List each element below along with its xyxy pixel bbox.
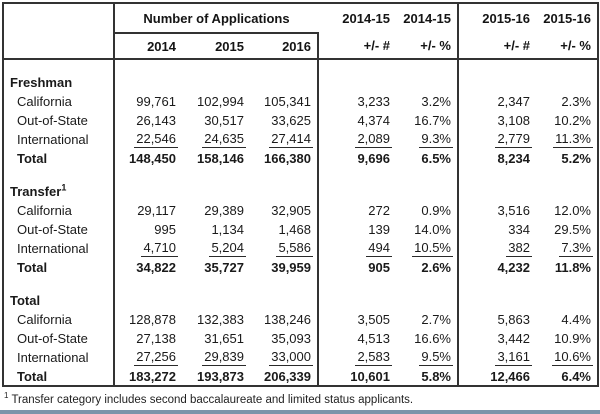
value-cell: 2,583 [357,349,390,364]
section-label: Freshman [3,59,114,92]
change-pct-header: +/- % [536,33,598,59]
value-cell: 26,143 [136,113,176,128]
value-cell: 39,959 [250,258,318,277]
change-group-1-year: 2014-15 [396,3,458,33]
value-cell: 4,513 [357,331,390,346]
value-cell: 206,339 [250,367,318,386]
value-cell: 3,233 [357,94,390,109]
value-cell: 3,161 [497,349,530,364]
value-cell: 30,517 [204,113,244,128]
value-cell: 995 [154,222,176,237]
value-cell: 99,761 [136,94,176,109]
row-label: California [3,310,114,329]
value-cell: 14.0% [396,220,458,239]
header-cols-row [3,33,598,59]
table-row [3,310,598,329]
value-cell: 2,779 [497,131,530,146]
value-cell: 1,468 [250,220,318,239]
value-cell: 10.6% [554,349,591,364]
row-label: International [3,348,114,367]
value-cell: 3,505 [357,312,390,327]
row-label: Total [3,367,114,386]
year-col-header: 2015 [182,33,250,59]
row-label: California [3,92,114,111]
value-cell: 12.0% [554,203,591,218]
bottom-accent-line [0,410,600,414]
value-cell: 10,601 [350,368,390,384]
row-label: Out-of-State [3,329,114,348]
value-cell: 0.9% [396,201,458,220]
value-cell: 2.6% [396,258,458,277]
table-row-total [3,149,598,168]
value-cell: 35,093 [250,329,318,348]
value-cell: 4,232 [497,260,530,275]
row-label: California [3,201,114,220]
value-cell: 148,450 [129,151,176,166]
footnote-marker: 1 [4,391,9,400]
value-cell: 10.5% [396,239,458,258]
value-cell: 16.7% [396,111,458,130]
value-cell: 5.2% [561,151,591,166]
value-cell: 6.4% [561,368,591,384]
value-cell: 27,138 [136,331,176,346]
row-label: International [3,130,114,149]
value-cell: 2,347 [497,94,530,109]
value-cell: 10.9% [554,331,591,346]
value-cell: 494 [368,240,390,255]
value-cell: 32,905 [250,201,318,220]
value-cell: 4,710 [143,240,176,255]
table-row [3,111,598,130]
change-group-1-year: 2014-15 [342,11,390,26]
value-cell: 10.2% [554,113,591,128]
change-num-header: +/- # [458,33,536,59]
section-header-row [3,59,598,92]
value-cell: 166,380 [250,149,318,168]
table-row [3,92,598,111]
value-cell: 105,341 [250,92,318,111]
value-cell: 5.8% [396,367,458,386]
value-cell: 11.3% [555,131,591,146]
value-cell: 29.5% [554,222,591,237]
value-cell: 1,134 [211,222,244,237]
value-cell: 8,234 [497,151,530,166]
value-cell: 24,635 [204,131,244,146]
value-cell: 29,389 [204,203,244,218]
applications-table [2,2,599,387]
table-row-subtotal-underline [3,348,598,367]
value-cell: 31,651 [204,331,244,346]
value-cell: 905 [368,260,390,275]
table-row-subtotal-underline [3,239,598,258]
value-cell: 4,374 [357,113,390,128]
section-transfer [3,168,598,277]
value-cell: 3,442 [497,331,530,346]
value-cell: 158,146 [197,151,244,166]
change-pct-header: +/- % [396,33,458,59]
value-cell: 22,546 [136,131,176,146]
row-label: Total [3,149,114,168]
value-cell: 3,516 [497,203,530,218]
footnote-text: Transfer category includes second baccalaureate and limited status applicants. [11,393,414,406]
row-label: Out-of-State [3,220,114,239]
table-row-total [3,367,598,386]
row-label: Out-of-State [3,111,114,130]
change-num-header: +/- # [318,33,396,59]
value-cell: 5,863 [497,312,530,327]
change-group-2-year: 2015-16 [543,11,591,26]
row-label: Total [3,258,114,277]
table-row-subtotal-underline [3,130,598,149]
value-cell: 2.3% [561,94,591,109]
value-cell: 2.7% [396,310,458,329]
value-cell: 138,246 [250,310,318,329]
value-cell: 139 [368,222,390,237]
value-cell: 7.3% [561,240,591,255]
year-col-header: 2016 [250,33,318,59]
value-cell: 35,727 [204,260,244,275]
section-header-row [3,168,598,201]
applications-report [0,2,600,414]
value-cell: 3,108 [497,113,530,128]
change-group-2-year: 2015-16 [482,11,530,26]
value-cell: 5,204 [211,240,244,255]
table-row-total [3,258,598,277]
value-cell: 128,878 [129,312,176,327]
value-cell: 9.5% [396,348,458,367]
value-cell: 29,117 [137,203,176,218]
value-cell: 11.8% [554,260,591,275]
value-cell: 9,696 [357,151,390,166]
value-cell: 272 [368,203,390,218]
section-header-row [3,277,598,310]
row-label: International [3,239,114,258]
applications-group-header: Number of Applications [114,3,318,33]
section-freshman [3,59,598,168]
value-cell: 12,466 [490,368,530,384]
value-cell: 183,272 [129,368,176,384]
table-row [3,329,598,348]
value-cell: 102,994 [197,94,244,109]
value-cell: 33,000 [250,348,318,367]
year-col-header: 2014 [114,33,182,59]
value-cell: 2,089 [357,131,390,146]
value-cell: 34,822 [136,260,176,275]
value-cell: 132,383 [197,312,244,327]
corner-cell [3,33,114,59]
value-cell: 9.3% [396,130,458,149]
value-cell: 382 [508,240,530,255]
table-row [3,201,598,220]
value-cell: 3.2% [396,92,458,111]
value-cell: 27,256 [136,349,176,364]
value-cell: 334 [508,222,530,237]
corner-cell [3,3,114,33]
value-cell: 16.6% [396,329,458,348]
value-cell: 4.4% [561,312,591,327]
value-cell: 29,839 [204,349,244,364]
section-total [3,277,598,386]
section-label: Total [3,277,114,310]
footnote-marker: 1 [61,182,67,193]
header-group-row [3,3,598,33]
value-cell: 27,414 [250,130,318,149]
value-cell: 33,625 [250,111,318,130]
section-label: Transfer$^1$ [3,168,114,201]
value-cell: 6.5% [396,149,458,168]
value-cell: 5,586 [250,239,318,258]
footnote [4,389,600,407]
table-row [3,220,598,239]
value-cell: 193,873 [197,368,244,384]
